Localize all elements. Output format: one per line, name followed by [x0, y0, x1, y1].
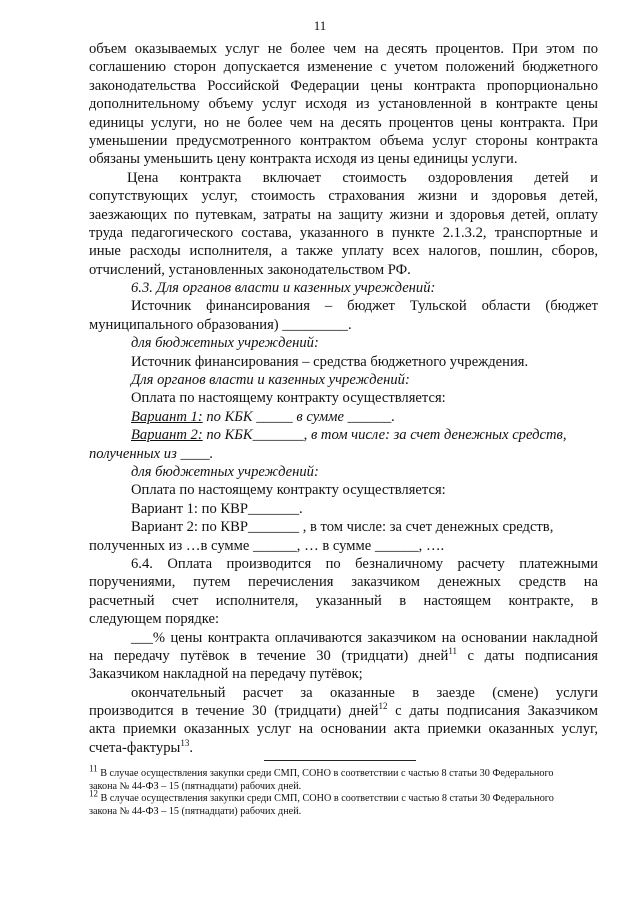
- text-line: уменьшении предусмотренного контрактом объема услуг стороны контракта: [89, 132, 598, 149]
- footnote-mark: 12: [89, 788, 98, 799]
- text-line-footnote-12: [89, 702, 598, 720]
- text-line: ___% цены контракта оплачиваются заказчиком на основании накладной: [131, 629, 598, 646]
- text-line: акта приемки оказанных услуг на основании акта приемки оказанных услуг,: [89, 721, 598, 738]
- paragraphs-6-2-6-3: [89, 40, 598, 408]
- text-line: 6.4. Оплата производится по безналичному расчету платежными: [131, 555, 598, 572]
- text-line: законодательства Российской Федерации цены контракта пропорционально: [89, 77, 598, 94]
- text-line: иные расходы исполнителя, а также уплату всех налогов, пошлин, сборов,: [89, 243, 598, 260]
- text-line-footnote-11: [89, 647, 598, 665]
- text-line: Источник финансирования – бюджет Тульской области (бюджет: [131, 298, 598, 315]
- text-line: для бюджетных учреждений:: [131, 335, 319, 352]
- text-line: следующем порядке:: [89, 611, 220, 628]
- footnote-separator: [264, 760, 416, 761]
- footnote-ref-12[interactable]: 12: [378, 701, 388, 712]
- text-line: Вариант 2: по КВР_______ , в том числе: за счет денежных средств,: [131, 519, 554, 536]
- page-number: 11: [313, 18, 327, 33]
- text-segment: с даты подписания Заказчиком: [387, 703, 598, 720]
- paragraphs-budget-6-4: [89, 445, 598, 647]
- variant-1-kbk-line: [89, 408, 598, 426]
- text-line: поручениями, путем перечисления заказчиком денежных средств на: [89, 574, 598, 591]
- text-line: 6.3. Для органов власти и казенных учреждений:: [131, 280, 436, 297]
- footnote-11-cont: закона № 44-ФЗ – 15 (пятнадцати) рабочих дней.: [89, 780, 302, 792]
- text-segment: .: [189, 739, 193, 756]
- text-line: Источник финансирования – средства бюджетного учреждения.: [131, 353, 529, 370]
- variant-2-text: по КБК_______, в том числе: за счет денежных средств,: [202, 427, 567, 444]
- footnote-ref-11[interactable]: 11: [448, 646, 458, 657]
- footnote-11: [89, 763, 598, 781]
- footnote-12-cont: закона № 44-ФЗ – 15 (пятнадцати) рабочих дней.: [89, 805, 302, 817]
- text-line: Заказчиком накладной на передачу путёвок;: [89, 666, 363, 683]
- text-line: обязаны уменьшить цену контракта исходя из цены единицы услуги.: [89, 151, 518, 168]
- text-line: Для органов власти и казенных учреждений:: [131, 372, 410, 389]
- footnotes: [89, 763, 598, 818]
- text-line-footnote-13: [89, 739, 598, 757]
- text-line: Цена контракта включает стоимость оздоровления детей и: [127, 169, 598, 186]
- text-line: соглашению сторон допускается изменение с учетом положений бюджетного: [89, 59, 598, 76]
- text-line: Вариант 1: по КВР_______.: [131, 500, 303, 517]
- footnote-ref-13[interactable]: 13: [180, 737, 190, 748]
- variant-2-kbk-line: [89, 426, 598, 444]
- text-line: сопутствующих услуг, стоимость страхования жизни и здоровья детей,: [89, 188, 598, 205]
- footnote-text: В случае осуществления закупки среди СМП, СОНО в соответствии с частью 8 статьи 30 Федерального: [98, 793, 554, 804]
- text-line: для бюджетных учреждений:: [131, 463, 319, 480]
- text-segment: с даты подписания: [457, 647, 599, 664]
- footnote-12: [89, 788, 598, 806]
- text-line: расчетный счет исполнителя, указанный в настоящем контракте, в: [89, 592, 598, 609]
- text-segment: счета-фактуры: [89, 739, 181, 756]
- text-line: заезжающих по путевкам, затраты на защиту жизни и здоровья детей, оплату: [89, 206, 598, 223]
- text-line: окончательный расчет за оказанные в заезде (смене) услуги: [131, 684, 598, 701]
- text-line: муниципального образования) _________.: [89, 316, 352, 333]
- text-line: труда педагогического состава, указанного в пункте 2.1.3.2, транспортные и: [89, 224, 598, 241]
- footnote-text: В случае осуществления закупки среди СМП, СОНО в соответствии с частью 8 статьи 30 Федерального: [97, 768, 554, 779]
- text-line: дополнительному объему услуг исходя из установленной в контракте цены: [89, 96, 598, 113]
- variant-1-label: Вариант 1:: [131, 408, 203, 425]
- text-line: отчислений, установленных законодательством РФ.: [89, 261, 411, 278]
- text-line: полученных из …в сумме ______, … в сумме ______, ….: [89, 537, 445, 554]
- footnote-mark: 11: [89, 763, 98, 774]
- text-line: Оплата по настоящему контракту осуществляется:: [131, 390, 446, 407]
- text-segment: на передачу путёвок в течение 30 (тридцати) дней: [89, 647, 449, 664]
- variant-1-text: по КБК _____ в сумме ______.: [202, 408, 396, 425]
- text-line: единицы услуги, но не более чем на десять процентов цены контракта. При: [89, 114, 598, 131]
- text-line: Оплата по настоящему контракту осуществляется:: [131, 482, 446, 499]
- document-body: [89, 40, 598, 757]
- text-line: объем оказываемых услуг не более чем на десять процентов. При этом по: [89, 41, 598, 57]
- text-segment: производится в течение 30 (тридцати) дней: [89, 703, 379, 720]
- paragraph-final-payment: [89, 665, 598, 702]
- variant-2-label: Вариант 2:: [131, 427, 203, 444]
- text-line: полученных из ____.: [89, 445, 214, 462]
